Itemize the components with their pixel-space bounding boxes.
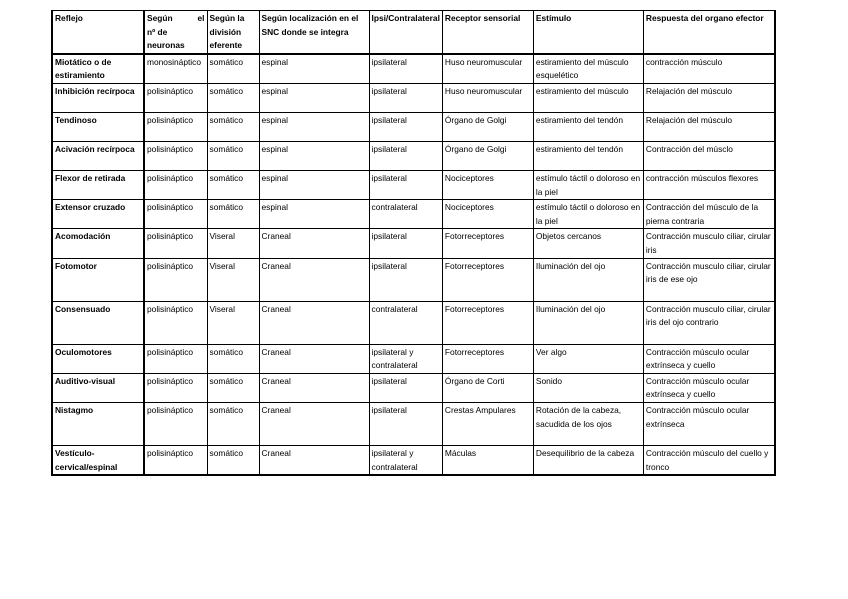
cell-lateralidad: ipsilateral y contralateral (369, 344, 442, 373)
header-lateralidad: Ipsi/Contralateral (369, 11, 442, 54)
cell-localizacion: Craneal (259, 301, 369, 344)
cell-lateralidad: ipsilateral (369, 258, 442, 301)
cell-lateralidad: ipsilateral (369, 141, 442, 170)
header-localizacion: Según localización en el SNC donde se integra (259, 11, 369, 54)
cell-localizacion: espinal (259, 54, 369, 84)
cell-reflejo: Auditivo-visual (52, 373, 144, 402)
header-neuronas-word1: Según (147, 13, 173, 23)
cell-lateralidad: contralateral (369, 301, 442, 344)
table-row (52, 344, 775, 373)
cell-respuesta: Contracción músculo ocular extrínseca (643, 402, 775, 445)
table-row (52, 170, 775, 199)
cell-localizacion: espinal (259, 200, 369, 229)
table-row (52, 445, 775, 475)
cell-respuesta: Contracción musculo ciliar, cirular iris de ese ojo (643, 258, 775, 301)
cell-lateralidad: ipsilateral (369, 112, 442, 141)
cell-receptor: Fotorreceptores (442, 301, 533, 344)
cell-estimulo: Iluminación del ojo (533, 301, 643, 344)
table-row (52, 229, 775, 258)
cell-neuronas: polisináptico (144, 402, 207, 445)
cell-neuronas: polisináptico (144, 170, 207, 199)
cell-lateralidad: ipsilateral (369, 54, 442, 84)
cell-lateralidad: ipsilateral (369, 83, 442, 112)
reflex-table (51, 10, 776, 476)
cell-division: somático (207, 141, 259, 170)
table-row (52, 83, 775, 112)
table-header-row (52, 11, 775, 54)
cell-neuronas: polisináptico (144, 445, 207, 475)
cell-reflejo: Consensuado (52, 301, 144, 344)
cell-estimulo: Desequilibrio de la cabeza (533, 445, 643, 475)
cell-receptor: Máculas (442, 445, 533, 475)
cell-receptor: Nociceptores (442, 170, 533, 199)
cell-division: somático (207, 344, 259, 373)
table-row (52, 54, 775, 84)
cell-localizacion: Craneal (259, 258, 369, 301)
cell-estimulo: Sonido (533, 373, 643, 402)
cell-respuesta: Contracción musculo ciliar, cirular iris del ojo contrario (643, 301, 775, 344)
cell-localizacion: espinal (259, 170, 369, 199)
cell-localizacion: Craneal (259, 445, 369, 475)
cell-reflejo: Nistagmo (52, 402, 144, 445)
cell-neuronas: polisináptico (144, 229, 207, 258)
cell-neuronas: polisináptico (144, 301, 207, 344)
cell-respuesta: Contracción músculo ocular extrínseca y cuello (643, 373, 775, 402)
cell-reflejo: Oculomotores (52, 344, 144, 373)
cell-neuronas: polisináptico (144, 258, 207, 301)
cell-lateralidad: ipsilateral y contralateral (369, 445, 442, 475)
cell-estimulo: estiramiento del músculo esquelético (533, 54, 643, 84)
cell-neuronas: polisináptico (144, 112, 207, 141)
cell-division: somático (207, 83, 259, 112)
cell-respuesta: Relajación del músculo (643, 112, 775, 141)
cell-respuesta: Contracción musculo ciliar, cirular iris (643, 229, 775, 258)
cell-estimulo: Ver algo (533, 344, 643, 373)
cell-respuesta: Contracción músculo del cuello y tronco (643, 445, 775, 475)
cell-estimulo: estiramiento del tendón (533, 112, 643, 141)
cell-receptor: Huso neuromuscular (442, 54, 533, 84)
cell-estimulo: estiramiento del tendón (533, 141, 643, 170)
cell-division: Viseral (207, 229, 259, 258)
table-row (52, 141, 775, 170)
header-neuronas-rest: nº de neuronas (147, 26, 185, 51)
cell-division: somático (207, 170, 259, 199)
cell-localizacion: espinal (259, 112, 369, 141)
header-division: Según la división eferente (207, 11, 259, 54)
cell-respuesta: Relajación del músculo (643, 83, 775, 112)
cell-reflejo: Inhibición recírpoca (52, 83, 144, 112)
cell-receptor: Huso neuromuscular (442, 83, 533, 112)
cell-receptor: Órgano de Golgi (442, 112, 533, 141)
cell-receptor: Órgano de Golgi (442, 141, 533, 170)
cell-neuronas: polisináptico (144, 344, 207, 373)
cell-lateralidad: contralateral (369, 200, 442, 229)
cell-estimulo: Rotación de la cabeza, sacudida de los ojos (533, 402, 643, 445)
table-row (52, 301, 775, 344)
cell-localizacion: espinal (259, 83, 369, 112)
cell-division: somático (207, 54, 259, 84)
cell-reflejo: Extensor cruzado (52, 200, 144, 229)
cell-lateralidad: ipsilateral (369, 373, 442, 402)
cell-localizacion: Craneal (259, 373, 369, 402)
header-reflejo: Reflejo (52, 11, 144, 54)
cell-reflejo: Acivación recírpoca (52, 141, 144, 170)
header-receptor: Receptor sensorial (442, 11, 533, 54)
cell-receptor: Fotorreceptores (442, 229, 533, 258)
cell-respuesta: contracción músculos flexores (643, 170, 775, 199)
cell-division: somático (207, 112, 259, 141)
table-row (52, 258, 775, 301)
cell-division: Viseral (207, 258, 259, 301)
cell-localizacion: Craneal (259, 229, 369, 258)
cell-division: somático (207, 402, 259, 445)
table-row (52, 373, 775, 402)
cell-receptor: Fotorreceptores (442, 344, 533, 373)
cell-reflejo: Tendinoso (52, 112, 144, 141)
cell-localizacion: espinal (259, 141, 369, 170)
cell-division: somático (207, 373, 259, 402)
cell-division: Viseral (207, 301, 259, 344)
cell-division: somático (207, 445, 259, 475)
cell-lateralidad: ipsilateral (369, 402, 442, 445)
header-estimulo: Estímulo (533, 11, 643, 54)
cell-reflejo: Acomodación (52, 229, 144, 258)
cell-lateralidad: ipsilateral (369, 229, 442, 258)
cell-respuesta: contracción músculo (643, 54, 775, 84)
table-row (52, 200, 775, 229)
cell-respuesta: Contracción músculo ocular extrínseca y cuello (643, 344, 775, 373)
table-row (52, 402, 775, 445)
cell-neuronas: monosináptico (144, 54, 207, 84)
cell-neuronas: polisináptico (144, 200, 207, 229)
cell-estimulo: estímulo táctil o doloroso en la piel (533, 200, 643, 229)
cell-reflejo: Miotático o de estiramiento (52, 54, 144, 84)
cell-respuesta: Contracción del músclo (643, 141, 775, 170)
cell-localizacion: Craneal (259, 344, 369, 373)
cell-reflejo: Fotomotor (52, 258, 144, 301)
cell-receptor: Órgano de Corti (442, 373, 533, 402)
cell-estimulo: Objetos cercanos (533, 229, 643, 258)
cell-reflejo: Vestículo-cervical/espinal (52, 445, 144, 475)
table-row (52, 112, 775, 141)
cell-receptor: Crestas Ampulares (442, 402, 533, 445)
cell-neuronas: polisináptico (144, 83, 207, 112)
cell-estimulo: estímulo táctil o doloroso en la piel (533, 170, 643, 199)
header-respuesta: Respuesta del organo efector (643, 11, 775, 54)
cell-neuronas: polisináptico (144, 373, 207, 402)
cell-division: somático (207, 200, 259, 229)
cell-receptor: Nociceptores (442, 200, 533, 229)
header-neuronas (144, 11, 207, 54)
cell-estimulo: estiramiento del músculo (533, 83, 643, 112)
cell-lateralidad: ipsilateral (369, 170, 442, 199)
header-neuronas-word2: el (197, 13, 205, 23)
cell-reflejo: Flexor de retirada (52, 170, 144, 199)
cell-estimulo: Iluminación del ojo (533, 258, 643, 301)
cell-neuronas: polisináptico (144, 141, 207, 170)
cell-localizacion: Craneal (259, 402, 369, 445)
cell-receptor: Fotorreceptores (442, 258, 533, 301)
cell-respuesta: Contracción del músculo de la pierna contraria (643, 200, 775, 229)
